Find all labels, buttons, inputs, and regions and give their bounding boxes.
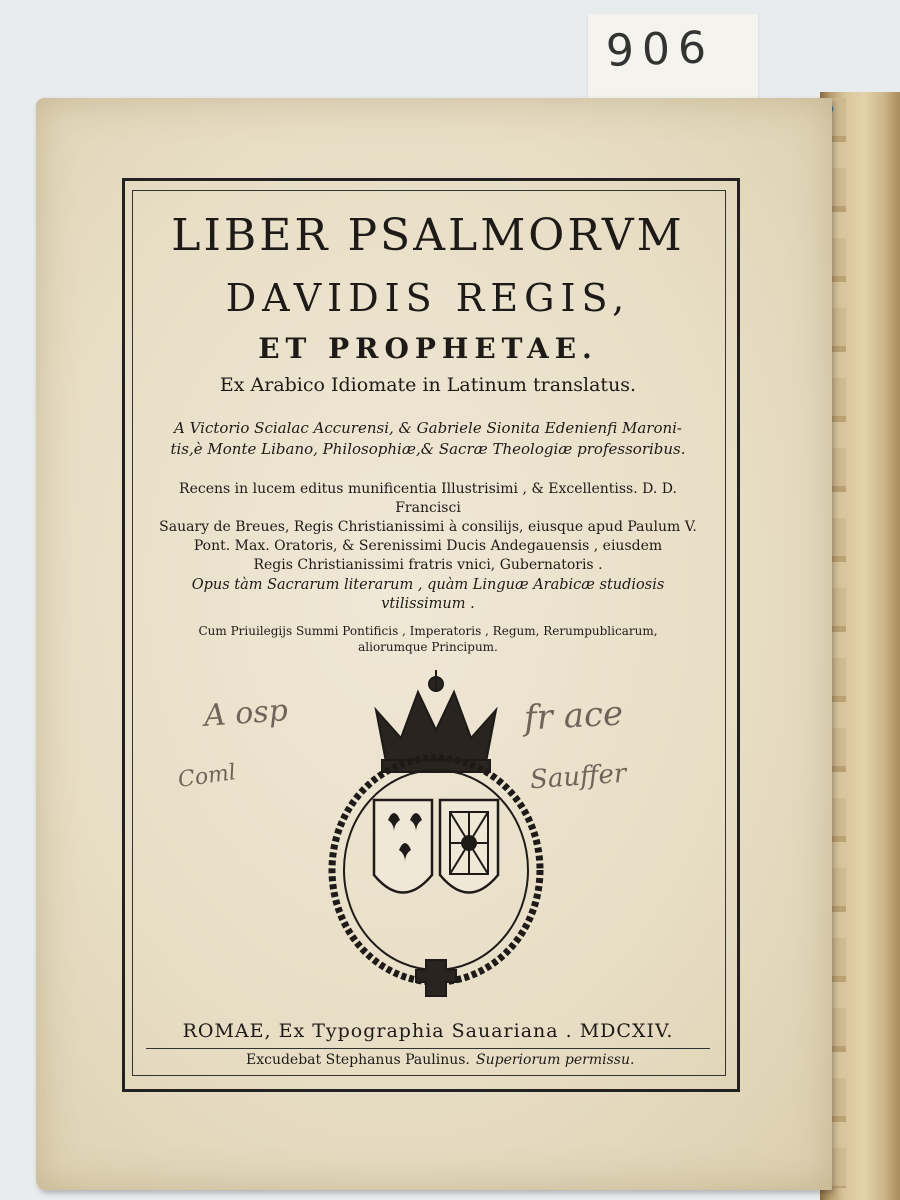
title-line-3: ET PROPHETAE.: [258, 332, 598, 365]
privileges-line: aliorumque Principum.: [358, 640, 498, 654]
title-page: [36, 98, 832, 1190]
handwriting-left-2: Coml: [176, 760, 238, 793]
catalogue-number: 906: [605, 22, 715, 77]
imprint-line: ROMAE, Ex Typographia Sauariana . MDCXIV.: [182, 1020, 674, 1042]
recens-block: [132, 480, 724, 575]
privileges-block: [132, 623, 724, 655]
handwriting-right-2: Sauffer: [529, 758, 628, 796]
title-line-2: DAVIDIS REGIS,: [225, 276, 631, 320]
opus-block: [132, 576, 724, 614]
recens-line: Sauary de Breues, Regis Christianissimi à consilijs, eiusque apud Paulum V.: [159, 519, 697, 535]
handwriting-left-1: A osp: [202, 693, 289, 734]
recens-line: Pont. Max. Oratoris, & Serenissimi Ducis Andegauensis , eiusdem: [193, 538, 663, 554]
recens-line: Recens in lucem editus munificentia Illustrisimi , & Excellentiss. D. D. Francisci: [179, 481, 677, 516]
handwriting-right-1: fr ace: [523, 693, 625, 739]
permission-line: Superiorum permissu.: [476, 1052, 635, 1068]
opus-line: Opus tàm Sacrarum literarum , quàm Linguæ Arabicæ studiosis: [191, 577, 665, 593]
opus-line: vtilissimum .: [381, 596, 475, 612]
catalogue-number-label: [588, 14, 758, 100]
recens-line: Regis Christianissimi fratris vnici, Gubernatoris .: [253, 557, 603, 573]
authors-line: tis,è Monte Libano, Philosophiæ,& Sacræ Theologiæ professoribus.: [170, 440, 686, 458]
authors-line: A Victorio Scialac Accurensi, & Gabriele Sionita Edenienfi Maroni-: [173, 419, 682, 437]
printer-line: Excudebat Stephanus Paulinus.: [246, 1052, 470, 1068]
title-line-1: LIBER PSALMORVM: [171, 210, 685, 261]
subtitle: Ex Arabico Idiomate in Latinum translatus.: [219, 374, 637, 396]
imprint-rule: [146, 1048, 710, 1049]
privileges-line: Cum Priuilegijs Summi Pontificis , Imperatoris , Regum, Rerumpublicarum,: [198, 624, 658, 638]
authors-block: [132, 418, 724, 460]
coat-of-arms-emblem: [326, 670, 546, 1000]
